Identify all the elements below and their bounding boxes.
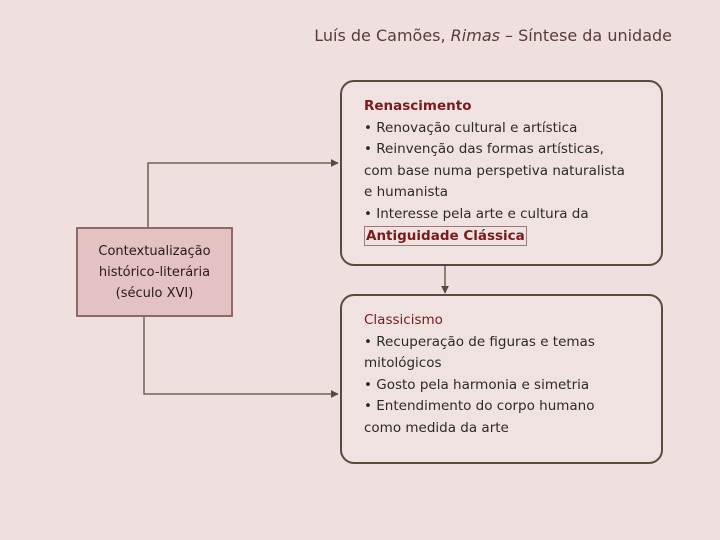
context-box [76, 227, 233, 317]
classicismo-line: como medida da arte [364, 419, 509, 436]
renascimento-box [340, 80, 663, 266]
classicismo-heading: Classicismo [364, 312, 443, 328]
classicismo-line: • Gosto pela harmonia e simetria [364, 376, 590, 393]
renascimento-line: com base numa perspetiva naturalista [364, 162, 625, 179]
classicismo-line: mitológicos [364, 355, 442, 371]
classicismo-box [340, 294, 663, 464]
classicismo-line: • Recuperação de figuras e temas [364, 333, 595, 350]
context-label: Contextualização histórico-literária (século XVI) [98, 243, 211, 301]
connector-to-renascimento [148, 163, 338, 227]
connector-to-classicismo [144, 317, 338, 394]
title-suffix: – Síntese da unidade [499, 26, 672, 45]
title-prefix: Luís de Camões, [314, 26, 451, 45]
renascimento-line: • Reinvenção das formas artísticas, [364, 141, 604, 157]
renascimento-line: • Renovação cultural e artística [364, 119, 578, 136]
renascimento-line: • Interesse pela arte e cultura da [364, 205, 589, 222]
antiguidade-classica-highlight: Antiguidade Clássica [366, 228, 525, 244]
classicismo-line: • Entendimento do corpo humano [364, 398, 595, 414]
renascimento-line: e humanista [364, 184, 449, 200]
title-italic: Rimas [450, 26, 500, 45]
renascimento-heading: Renascimento [364, 98, 472, 114]
